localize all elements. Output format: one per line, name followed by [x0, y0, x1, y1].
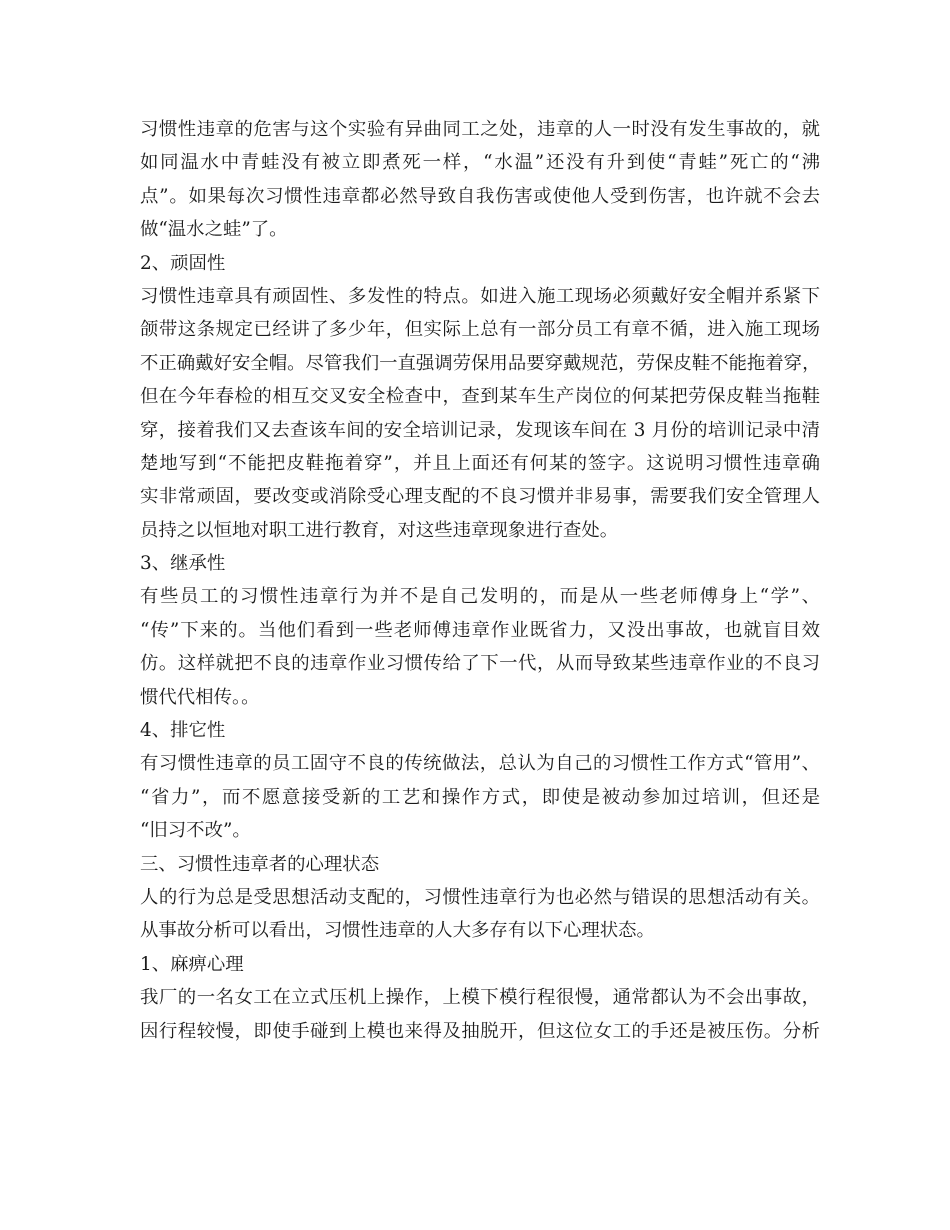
text-line: 有习惯性违章的员工固守不良的传统做法，总认为自己的习惯性工作方式“管用”、: [140, 753, 820, 775]
text-line: 我厂的一名女工在立式压机上操作，上模下模行程很慢，通常都认为不会出事故，: [140, 987, 820, 1009]
text-line: “传”下来的。当他们看到一些老师傅违章作业既省力，又没出事故，也就盲目效: [140, 619, 820, 641]
text-line: 仿。这样就把不良的违章作业习惯传给了下一代，从而导致某些违章作业的不良习: [140, 653, 820, 675]
text-line: 但在今年春检的相互交叉安全检查中，查到某车生产岗位的何某把劳保皮鞋当拖鞋: [140, 386, 820, 408]
text-line: 楚地写到“不能把皮鞋拖着穿”，并且上面还有何某的签字。这说明习惯性违章确: [140, 452, 820, 474]
document-body: [140, 113, 820, 1048]
text-line: 有些员工的习惯性违章行为并不是自己发明的，而是从一些老师傅身上“学”、: [140, 586, 820, 608]
text-line: 不正确戴好安全帽。尽管我们一直强调劳保用品要穿戴规范，劳保皮鞋不能拖着穿，: [140, 352, 821, 374]
text-line: 点”。如果每次习惯性违章都必然导致自我伤害或使他人受到伤害，也许就不会去: [140, 185, 820, 207]
text-line: 穿，接着我们又去查该车间的安全培训记录，发现该车间在 3 月份的培训记录中清: [140, 419, 820, 441]
text-line: 因行程较慢，即使手碰到上模也来得及抽脱开，但这位女工的手还是被压伤。分析: [140, 1020, 820, 1042]
text-line: “省力”，而不愿意接受新的工艺和操作方式，即使是被动参加过培训，但还是: [140, 786, 820, 808]
text-line: 2、顽固性: [140, 252, 226, 274]
text-line: 颌带这条规定已经讲了多少年，但实际上总有一部分员工有章不循，进入施工现场: [140, 319, 820, 341]
text-line: 惯代代相传。。: [140, 686, 260, 708]
text-line: 人的行为总是受思想活动支配的，习惯性违章行为也必然与错误的思想活动有关。: [140, 886, 820, 908]
text-line: 三、习惯性违章者的心理状态: [140, 853, 380, 875]
text-line: 做“温水之蛙”了。: [140, 219, 288, 241]
text-line: 习惯性违章具有顽固性、多发性的特点。如进入施工现场必须戴好安全帽并系紧下: [140, 285, 820, 307]
text-line: 习惯性违章的危害与这个实验有异曲同工之处，违章的人一时没有发生事故的，就: [140, 119, 820, 140]
text-line: “旧习不改”。: [140, 820, 251, 842]
text-line: 如同温水中青蛙没有被立即煮死一样，“水温”还没有升到使“青蛙”死亡的“沸: [140, 152, 820, 174]
text-line: 实非常顽固，要改变或消除受心理支配的不良习惯并非易事，需要我们安全管理人: [140, 486, 820, 508]
text-line: 3、继承性: [140, 553, 226, 575]
text-line: 1、麻痹心理: [140, 953, 244, 975]
text-line: 从事故分析可以看出，习惯性违章的人大多存有以下心理状态。: [140, 920, 655, 942]
text-line: 员持之以恒地对职工进行教育，对这些违章现象进行查处。: [140, 519, 619, 541]
text-line: 4、排它性: [140, 720, 226, 742]
